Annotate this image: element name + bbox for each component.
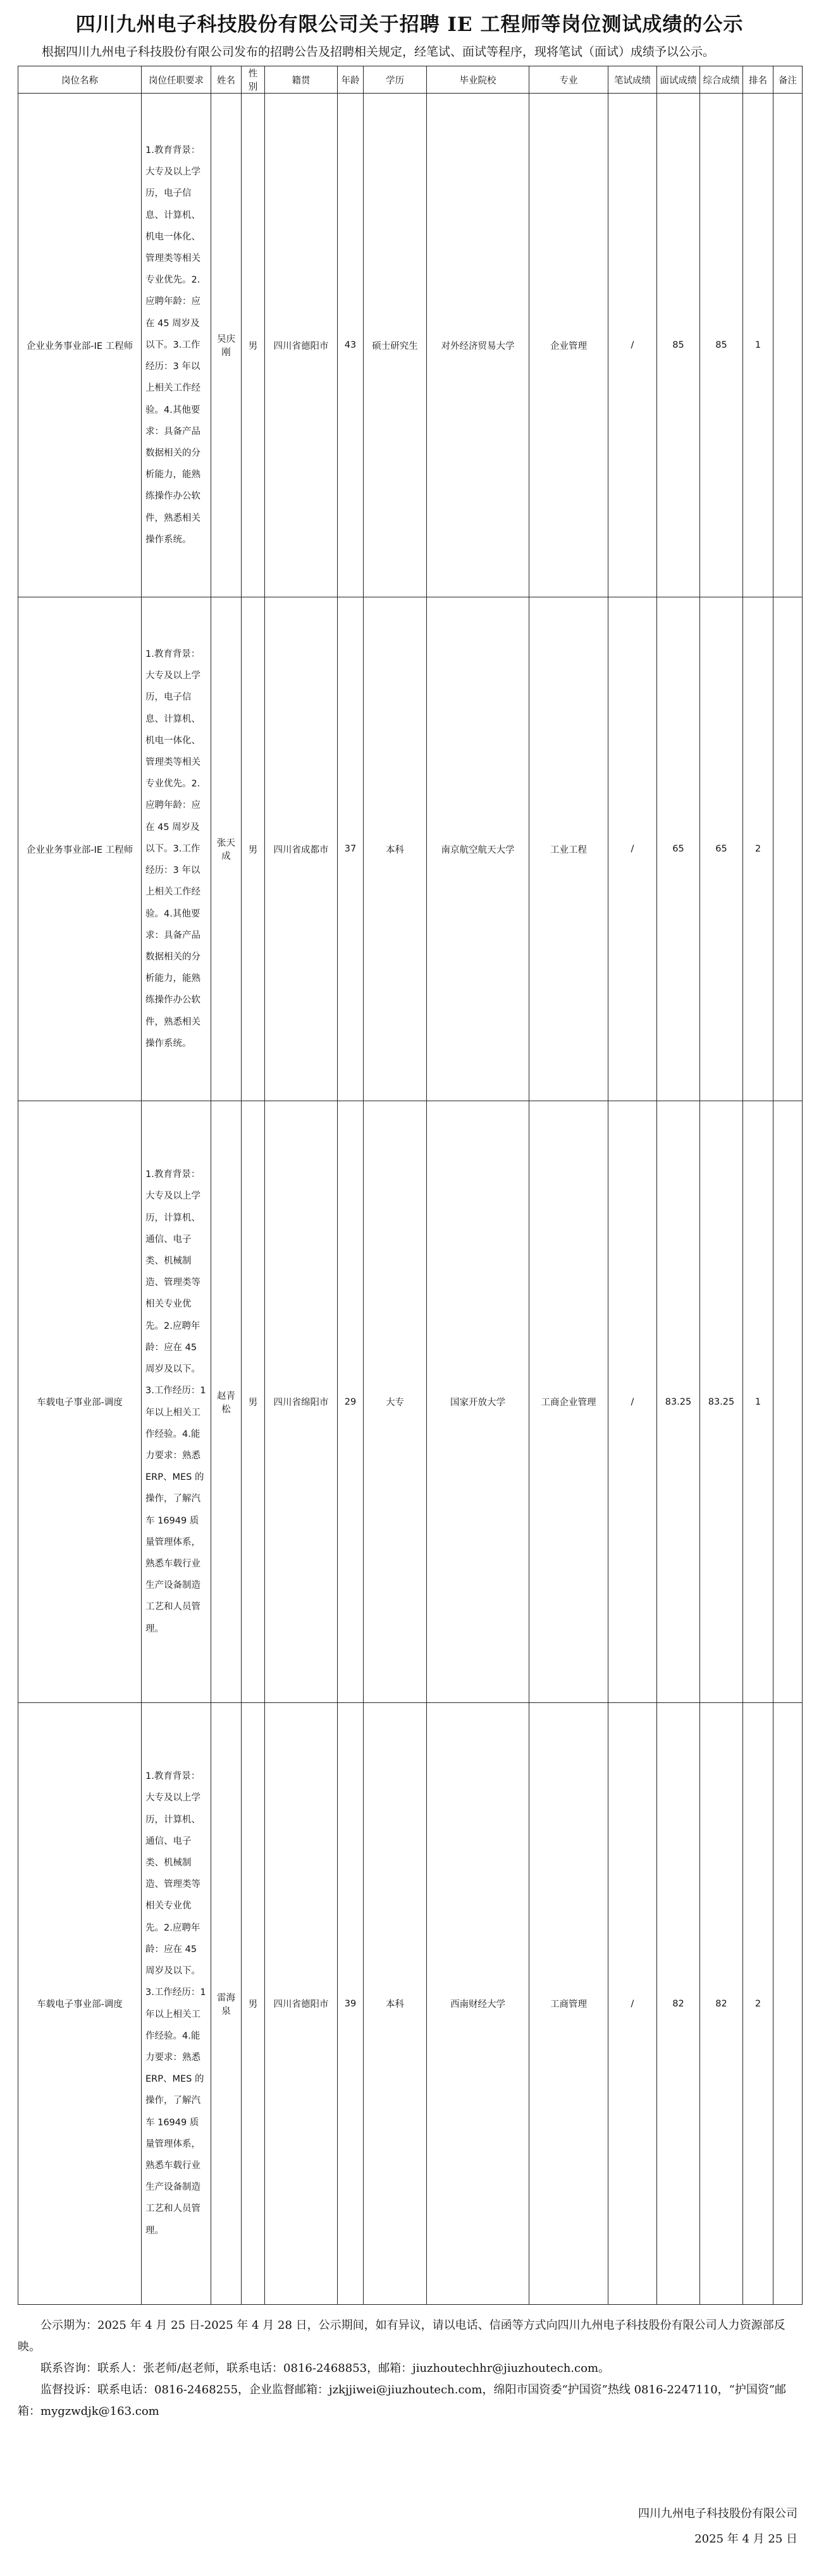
cell-gender: 男: [242, 597, 265, 1101]
cell-total-score: 85: [700, 94, 743, 597]
footer-notes: [18, 2315, 801, 2422]
cell-major: 工业工程: [529, 597, 608, 1101]
cell-origin: 四川省绵阳市: [265, 1101, 338, 1703]
cell-school: 南京航空航天大学: [427, 597, 529, 1101]
cell-gender: 男: [242, 1703, 265, 2305]
cell-age: 37: [338, 597, 364, 1101]
table-row: [18, 1101, 803, 1703]
cell-written-score: /: [608, 1101, 657, 1703]
cell-rank: 1: [743, 1101, 773, 1703]
cell-education: 本科: [364, 597, 427, 1101]
cell-interview-score: 85: [657, 94, 700, 597]
cell-origin: 四川省成都市: [265, 597, 338, 1101]
table-row: [18, 1703, 803, 2305]
table-header-row: [18, 66, 803, 94]
cell-interview-score: 82: [657, 1703, 700, 2305]
header-position: 岗位名称: [18, 66, 142, 94]
cell-name: 雷海泉: [211, 1703, 242, 2305]
header-requirements: 岗位任职要求: [142, 66, 211, 94]
cell-education: 本科: [364, 1703, 427, 2305]
cell-name: 张天成: [211, 597, 242, 1101]
cell-origin: 四川省德阳市: [265, 94, 338, 597]
cell-total-score: 83.25: [700, 1101, 743, 1703]
cell-written-score: /: [608, 597, 657, 1101]
cell-gender: 男: [242, 94, 265, 597]
cell-school: 国家开放大学: [427, 1101, 529, 1703]
cell-origin: 四川省德阳市: [265, 1703, 338, 2305]
cell-rank: 1: [743, 94, 773, 597]
cell-position: 企业业务事业部-IE 工程师: [18, 597, 142, 1101]
cell-major: 工商企业管理: [529, 1101, 608, 1703]
cell-requirements: 1.教育背景：大专及以上学历，计算机、通信、电子类、机械制造、管理类等相关专业优先。2.应聘年龄：应在 45 周岁及以下。3.工作经历：1 年以上相关工作经验。4.能力要求：熟悉 ERP、MES 的操作，了解汽车 16949 质量管理体系，熟悉车载行业生产设备制造工艺和人员管理。: [142, 1703, 211, 2305]
cell-rank: 2: [743, 597, 773, 1101]
signature-date: 2025 年 4 月 25 日: [694, 2532, 797, 2546]
cell-note: [773, 94, 803, 597]
cell-note: [773, 1703, 803, 2305]
cell-total-score: 65: [700, 597, 743, 1101]
cell-written-score: /: [608, 1703, 657, 2305]
cell-name: 赵青松: [211, 1101, 242, 1703]
cell-school: 西南财经大学: [427, 1703, 529, 2305]
table-row: [18, 597, 803, 1101]
header-written-score: 笔试成绩: [608, 66, 657, 94]
header-total-score: 综合成绩: [700, 66, 743, 94]
header-name: 姓名: [211, 66, 242, 94]
signature-company: 四川九州电子科技股份有限公司: [638, 2507, 797, 2520]
cell-age: 43: [338, 94, 364, 597]
cell-education: 硕士研究生: [364, 94, 427, 597]
cell-major: 企业管理: [529, 94, 608, 597]
cell-requirements: 1.教育背景：大专及以上学历，计算机、通信、电子类、机械制造、管理类等相关专业优先。2.应聘年龄：应在 45 周岁及以下。3.工作经历：1 年以上相关工作经验。4.能力要求：熟悉 ERP、MES 的操作，了解汽车 16949 质量管理体系，熟悉车载行业生产设备制造工艺和人员管理。: [142, 1101, 211, 1703]
results-table: [18, 66, 803, 2305]
header-education: 学历: [364, 66, 427, 94]
page-title: 四川九州电子科技股份有限公司关于招聘 IE 工程师等岗位测试成绩的公示: [75, 13, 744, 36]
cell-name: 吴庆刚: [211, 94, 242, 597]
cell-note: [773, 1101, 803, 1703]
cell-position: 车载电子事业部-调度: [18, 1703, 142, 2305]
cell-interview-score: 65: [657, 597, 700, 1101]
cell-position: 车载电子事业部-调度: [18, 1101, 142, 1703]
cell-rank: 2: [743, 1703, 773, 2305]
header-rank: 排名: [743, 66, 773, 94]
header-gender: 性别: [242, 66, 265, 94]
cell-total-score: 82: [700, 1703, 743, 2305]
header-interview-score: 面试成绩: [657, 66, 700, 94]
header-major: 专业: [529, 66, 608, 94]
cell-gender: 男: [242, 1101, 265, 1703]
cell-note: [773, 597, 803, 1101]
header-note: 备注: [773, 66, 803, 94]
cell-age: 29: [338, 1101, 364, 1703]
header-age: 年龄: [338, 66, 364, 94]
cell-age: 39: [338, 1703, 364, 2305]
header-school: 毕业院校: [427, 66, 529, 94]
cell-interview-score: 83.25: [657, 1101, 700, 1703]
table-row: [18, 94, 803, 597]
cell-position: 企业业务事业部-IE 工程师: [18, 94, 142, 597]
cell-requirements: 1.教育背景：大专及以上学历，电子信息、计算机、机电一体化、管理类等相关专业优先。2.应聘年龄：应在 45 周岁及以下。3.工作经历：3 年以上相关工作经验。4.其他要求：具备产品数据相关的分析能力，能熟练操作办公软件，熟悉相关操作系统。: [142, 597, 211, 1101]
cell-written-score: /: [608, 94, 657, 597]
contact-text: 联系咨询：联系人：张老师/赵老师，联系电话：0816-2468853，邮箱：jiuzhoutechhr@jiuzhoutech.com。: [40, 2362, 610, 2375]
header-origin: 籍贯: [265, 66, 338, 94]
supervision-text: 监督投诉：联系电话：0816-2468255，企业监督邮箱：jzkjjiwei@jiuzhoutech.com，绵阳市国资委“护国资”热线 0816-2247110，“护国资”邮箱：mygzwdjk@163.com: [18, 2383, 787, 2418]
cell-school: 对外经济贸易大学: [427, 94, 529, 597]
publicity-period-text: 公示期为：2025 年 4 月 25 日-2025 年 4 月 28 日，公示期间，如有异议，请以电话、信函等方式向四川九州电子科技股份有限公司人力资源部反映。: [18, 2319, 785, 2353]
cell-major: 工商管理: [529, 1703, 608, 2305]
cell-requirements: 1.教育背景：大专及以上学历，电子信息、计算机、机电一体化、管理类等相关专业优先。2.应聘年龄：应在 45 周岁及以下。3.工作经历：3 年以上相关工作经验。4.其他要求：具备产品数据相关的分析能力，能熟练操作办公软件，熟悉相关操作系统。: [142, 94, 211, 597]
intro-paragraph: 根据四川九州电子科技股份有限公司发布的招聘公告及招聘相关规定，经笔试、面试等程序，现将笔试（面试）成绩予以公示。: [42, 45, 715, 59]
cell-education: 大专: [364, 1101, 427, 1703]
